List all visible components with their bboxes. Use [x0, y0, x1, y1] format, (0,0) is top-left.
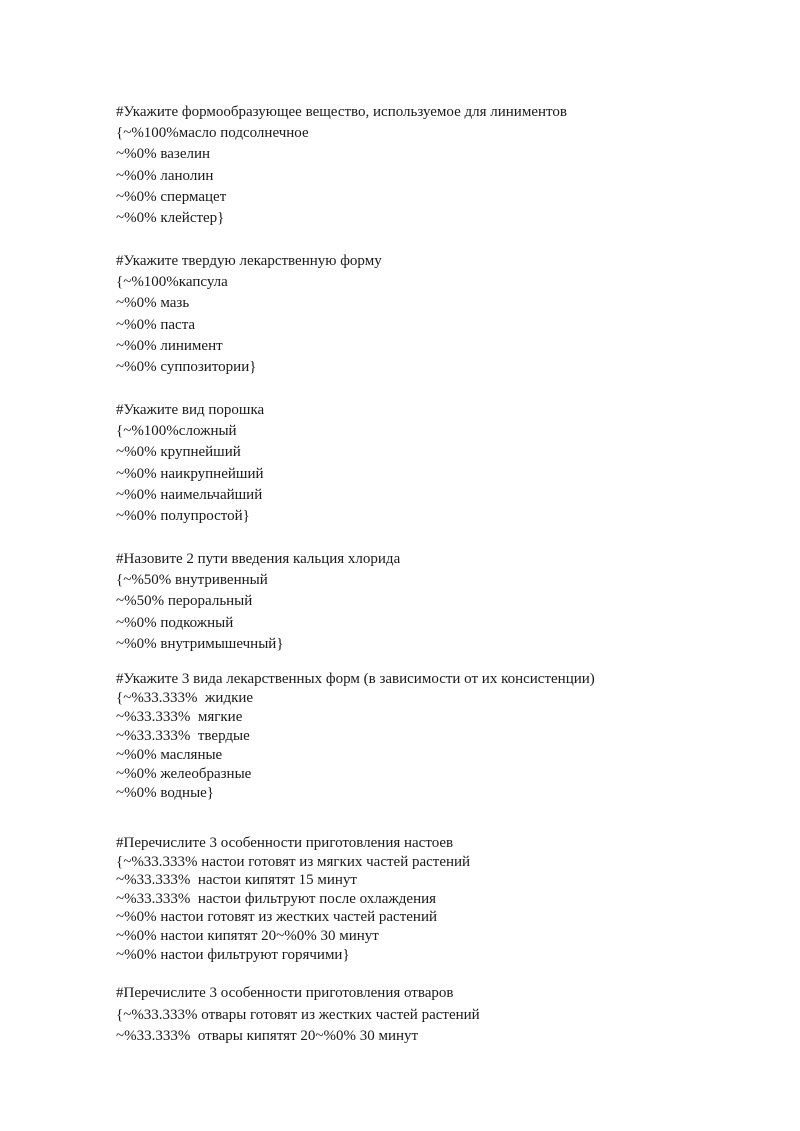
answer-option: ~%0% настои кипятят 20~%0% 30 минут — [116, 927, 379, 944]
answer-option: ~%33.333% мягкие — [116, 709, 243, 725]
question-block — [116, 983, 776, 1048]
answer-option: ~%0% клейстер} — [116, 209, 225, 226]
question-prompt: #Перечислите 3 особенности приготовления настоев — [116, 835, 454, 851]
answer-option: ~%0% наикрупнейший — [116, 465, 264, 482]
answer-option: {~%100%сложный — [116, 423, 237, 440]
answer-option: {~%33.333% жидкие — [116, 690, 254, 706]
answer-option: ~%50% пероральный — [116, 593, 253, 610]
answer-option: ~%0% ланолин — [116, 167, 214, 184]
answer-option: {~%33.333% отвары готовят из жестких частей растений — [116, 1006, 480, 1023]
answer-option: ~%0% спермацет — [116, 188, 227, 205]
answer-option: ~%0% водные} — [116, 785, 214, 801]
answer-option: ~%0% настои готовят из жестких частей растений — [116, 909, 437, 926]
question-prompt: #Укажите твердую лекарственную форму — [116, 253, 382, 269]
answer-option: ~%0% подкожный — [116, 614, 234, 631]
answer-option: ~%0% настои фильтруют горячими} — [116, 946, 350, 963]
question-block — [116, 834, 776, 964]
answer-option: ~%33.333% настои фильтруют после охлаждения — [116, 890, 437, 907]
answer-option: {~%100%масло подсолнечное — [116, 125, 309, 142]
question-block — [116, 670, 776, 803]
answer-option: ~%0% паста — [116, 316, 196, 333]
answer-option: ~%33.333% настои кипятят 15 минут — [116, 872, 357, 889]
answer-option: ~%0% масляные — [116, 747, 223, 763]
answer-option: {~%50% внутривенный — [116, 572, 268, 589]
answer-option: ~%33.333% твердые — [116, 728, 250, 744]
answer-option: {~%33.333% настои готовят из мягких частей растений — [116, 853, 471, 870]
question-block — [116, 400, 776, 527]
answer-option: ~%0% полупростой} — [116, 507, 250, 524]
question-block — [116, 549, 776, 655]
answer-option: ~%33.333% отвары кипятят 20~%0% 30 минут — [116, 1028, 419, 1044]
answer-option: ~%0% крупнейший — [116, 444, 241, 461]
answer-option: ~%0% наимельчайший — [116, 486, 263, 503]
question-block — [116, 102, 776, 229]
question-prompt: #Укажите формообразующее вещество, используемое для линиментов — [116, 104, 567, 120]
answer-option: ~%0% мазь — [116, 295, 190, 312]
answer-option: ~%0% желеобразные — [116, 766, 252, 782]
document-page — [116, 0, 776, 1131]
answer-option: ~%0% вазелин — [116, 146, 211, 163]
answer-option: ~%0% суппозитории} — [116, 358, 257, 375]
question-prompt: #Укажите 3 вида лекарственных форм (в зависимости от их консистенции) — [116, 671, 595, 687]
question-block — [116, 251, 776, 378]
question-prompt: #Назовите 2 пути введения кальция хлорида — [116, 551, 401, 567]
answer-option: {~%100%капсула — [116, 274, 228, 291]
answer-option: ~%0% линимент — [116, 337, 223, 354]
answer-option: ~%0% внутримышечный} — [116, 635, 284, 652]
question-prompt: #Перечислите 3 особенности приготовления отваров — [116, 985, 454, 1001]
question-prompt: #Укажите вид порошка — [116, 402, 265, 418]
